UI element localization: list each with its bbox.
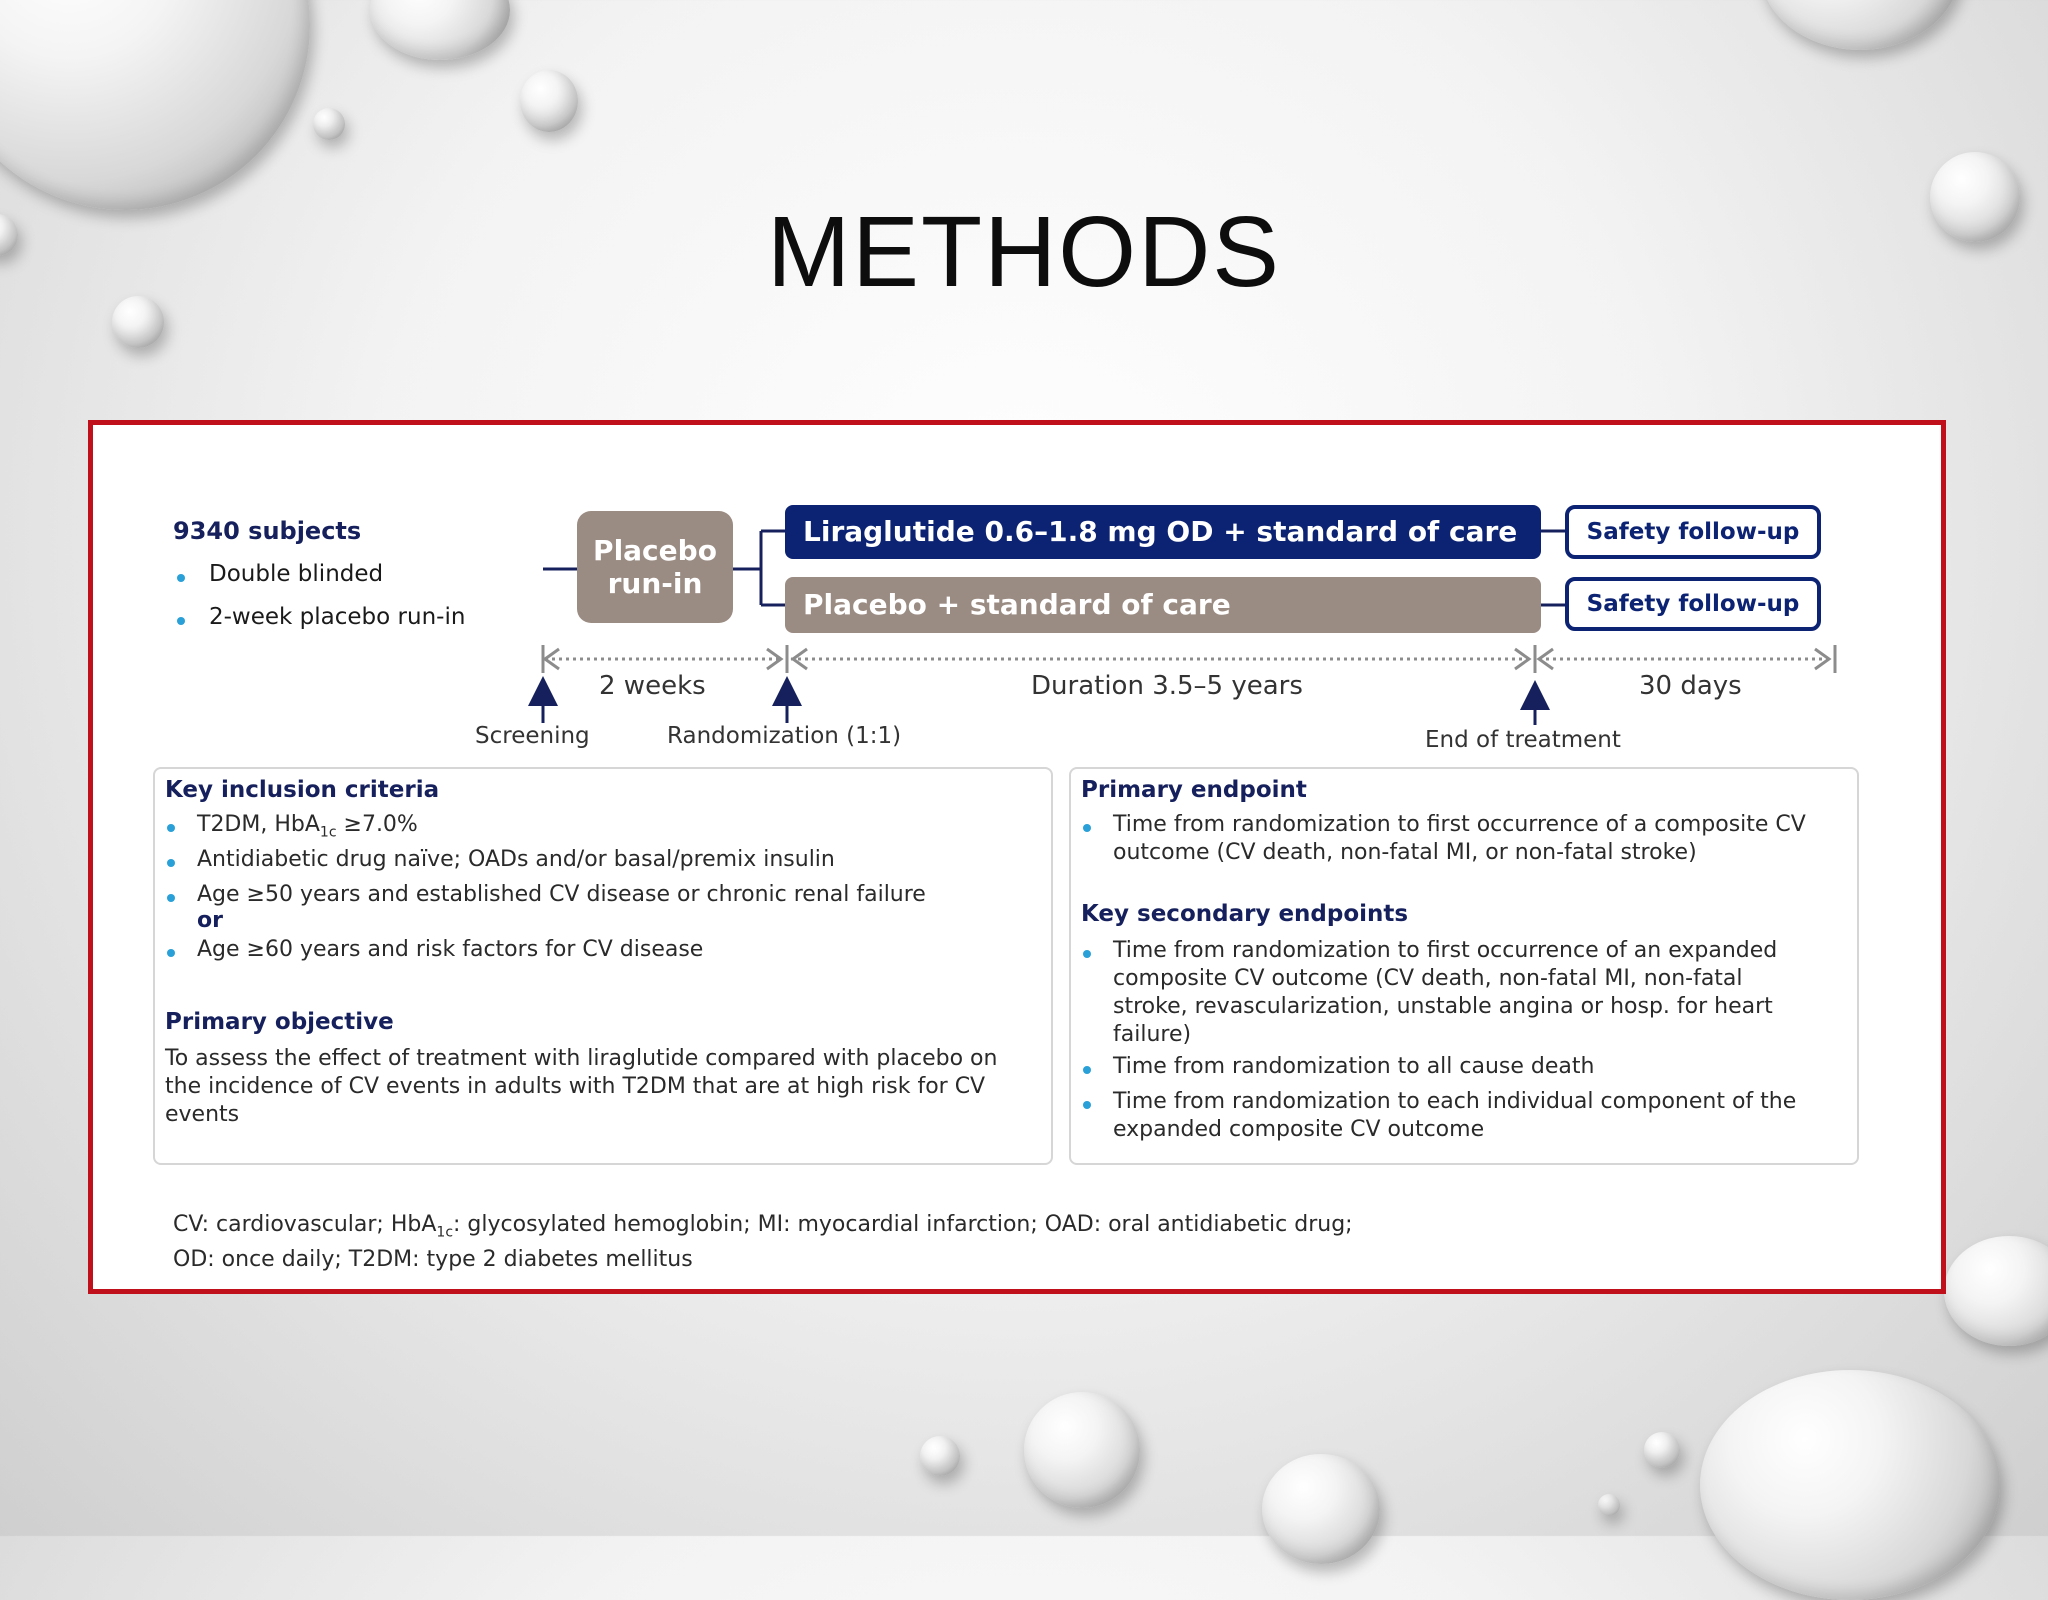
slide-title: METHODS: [767, 196, 1281, 308]
endpoints-box: [1069, 767, 1859, 1165]
treatment-duration: Duration 3.5–5 years: [1031, 671, 1303, 701]
or-label: or: [197, 908, 223, 933]
end-of-treatment-label: End of treatment: [1425, 727, 1621, 753]
water-droplet-decoration: [313, 108, 345, 140]
bullet-icon: [177, 574, 185, 582]
bullet-icon: [167, 894, 175, 902]
bullet-icon: [1083, 1101, 1091, 1109]
liraglutide-arm: Liraglutide 0.6–1.8 mg OD + standard of care: [785, 505, 1541, 559]
study-design-panel: [88, 420, 1946, 1294]
subject-bullet: 2-week placebo run-in: [209, 604, 466, 630]
bullet-icon: [1083, 824, 1091, 832]
objective-text: To assess the effect of treatment with liraglutide compared with placebo on the incidence of CV events in adults with T2DM that are at high risk for CV events: [165, 1046, 998, 1127]
water-droplet-decoration: [1944, 1236, 2048, 1346]
primary-endpoint-text: Time from randomization to first occurrence of a composite CV outcome (CV death, non-fatal MI, or non-fatal stroke): [1113, 812, 1806, 865]
objective-heading: Primary objective: [165, 1009, 394, 1035]
placebo-run-in-box: Placebo run-in: [577, 511, 733, 623]
water-droplet-decoration: [0, 0, 310, 210]
placebo-arm: Placebo + standard of care: [785, 577, 1541, 633]
inclusion-item: T2DM, HbA$_{1c}$ ≥7.0%: [197, 812, 418, 841]
water-droplet-decoration: [1024, 1392, 1140, 1508]
abbreviations-footnote: CV: cardiovascular; HbA$_{1c}$: glycosylated hemoglobin; MI: myocardial infarction; OAD: oral antidiabetic drug; OD: once daily; T2DM: type 2 diabetes mellitus: [173, 1212, 1353, 1273]
secondary-heading: Key secondary endpoints: [1081, 901, 1409, 927]
inclusion-item: Age ≥50 years and established CV disease or chronic renal failure: [197, 882, 926, 907]
subject-bullet: Double blinded: [209, 561, 384, 587]
runin-duration: 2 weeks: [599, 671, 706, 701]
water-droplet-decoration: [1598, 1494, 1620, 1516]
inclusion-item: Age ≥60 years and risk factors for CV disease: [197, 937, 704, 962]
water-droplet-decoration: [520, 70, 578, 132]
water-droplet-decoration: [920, 1436, 960, 1476]
bullet-icon: [1083, 950, 1091, 958]
safety-followup-box: Safety follow-up: [1565, 577, 1821, 631]
secondary-item: Time from randomization to first occurrence of an expanded composite CV outcome (CV death, non-fatal MI, non-fatal stroke, revascularization, unstable angina or hosp. for heart failure): [1113, 938, 1778, 1047]
screening-label: Screening: [475, 723, 590, 749]
water-droplet-decoration: [1262, 1454, 1380, 1564]
safety-followup-box: Safety follow-up: [1565, 505, 1821, 559]
inclusion-item: Antidiabetic drug naïve; OADs and/or basal/premix insulin: [197, 847, 835, 872]
inclusion-heading: Key inclusion criteria: [165, 777, 440, 803]
secondary-item: Time from randomization to all cause death: [1113, 1054, 1595, 1079]
followup-duration: 30 days: [1639, 671, 1742, 701]
bullet-icon: [167, 949, 175, 957]
inclusion-objective-box: [153, 767, 1053, 1165]
water-droplet-decoration: [1760, 0, 1960, 50]
secondary-item: Time from randomization to each individual component of the expanded composite CV outcome: [1113, 1089, 1797, 1142]
subjects-count: 9340 subjects: [173, 517, 362, 545]
bullet-icon: [167, 859, 175, 867]
randomization-label: Randomization (1:1): [667, 723, 902, 749]
primary-endpoint-heading: Primary endpoint: [1081, 777, 1307, 803]
bullet-icon: [1083, 1066, 1091, 1074]
bullet-icon: [177, 617, 185, 625]
bullet-icon: [167, 824, 175, 832]
water-droplet-decoration: [370, 0, 510, 60]
water-droplet-decoration: [1700, 1370, 2000, 1600]
water-droplet-decoration: [1644, 1432, 1680, 1468]
